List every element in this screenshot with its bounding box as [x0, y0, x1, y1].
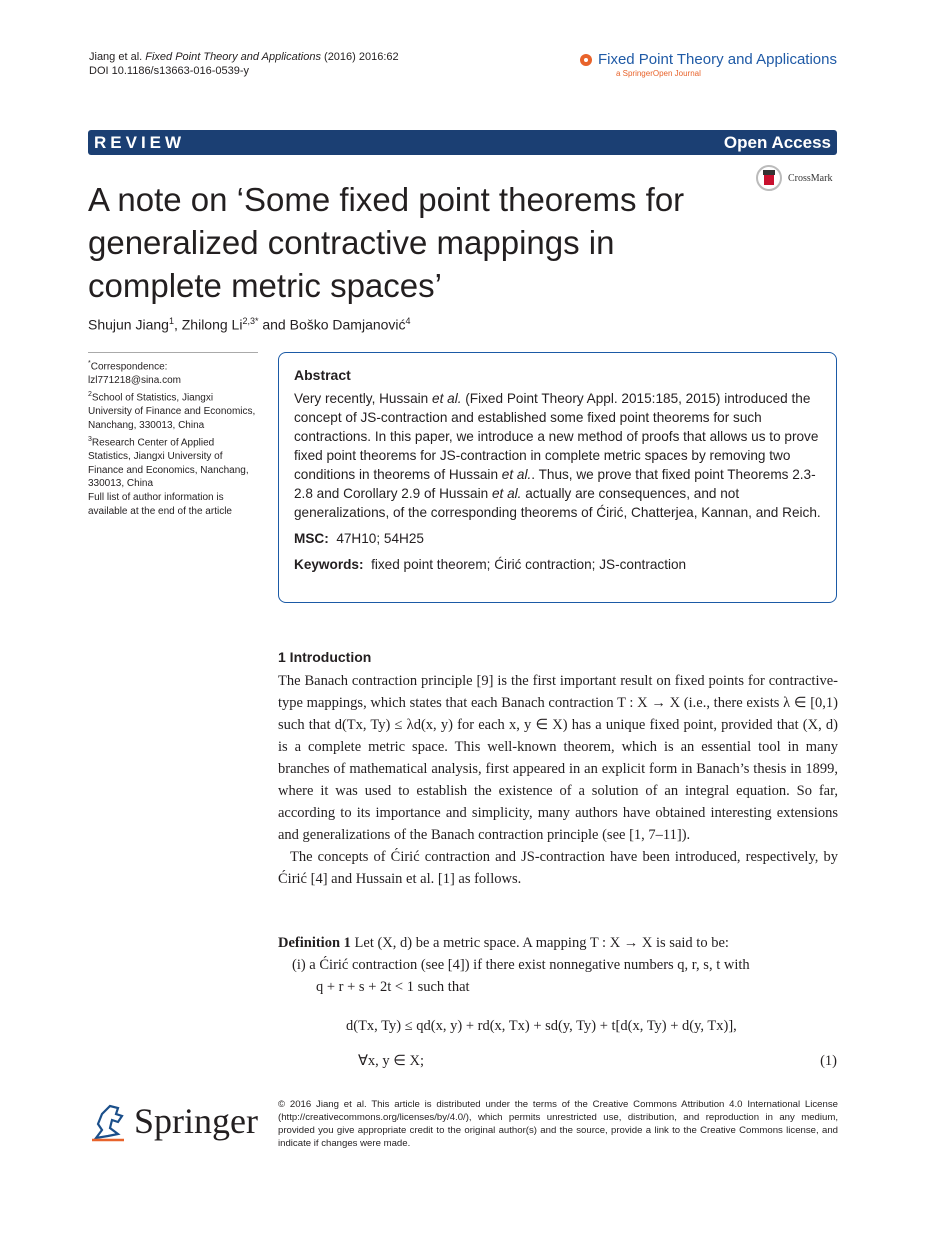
- author-name[interactable]: Zhilong Li: [181, 316, 243, 333]
- equation-line: ∀x, y ∈ X;: [358, 1053, 425, 1069]
- author-affiliation-mark: 1: [168, 316, 174, 326]
- header-volume: (2016) 2016:62: [324, 51, 399, 63]
- springer-wordmark: Springer: [134, 1101, 258, 1141]
- journal-logo[interactable]: [598, 51, 837, 79]
- author-info-note: Full list of author information is available at the end of the article: [88, 492, 232, 517]
- crossmark-badge[interactable]: [756, 165, 836, 193]
- affiliation-2: School of Statistics, Jiangxi University of Finance and Economics, Nanchang, 330013, China: [88, 392, 256, 431]
- springer-logo[interactable]: [88, 1098, 258, 1146]
- author-list: [88, 316, 411, 333]
- definition-label: Definition 1: [278, 935, 351, 951]
- abstract-box: [278, 352, 837, 603]
- author-name[interactable]: Shujun Jiang: [88, 316, 169, 333]
- correspondence-email[interactable]: lzl771218@sina.com: [88, 375, 181, 387]
- author-name[interactable]: Boško Damjanović: [289, 316, 406, 333]
- springeropen-icon: [580, 54, 592, 66]
- definition: [278, 932, 838, 998]
- correspondence-label: Correspondence:: [90, 361, 168, 373]
- open-access-label: Open Access: [723, 132, 831, 152]
- body-text: [278, 670, 838, 890]
- definition-item-continuation: q + r + s + 2t < 1 such that: [316, 979, 470, 995]
- header-journal: Fixed Point Theory and Applications: [145, 51, 321, 63]
- author-separator: ,: [173, 316, 182, 333]
- crossmark-icon: [756, 165, 782, 191]
- affiliations-sidebar: *Correspondence: lzl771218@sina.com $^2$School of Statistics, Jiangxi University of Finance and Economics, Nanchang, 330013, China $^3$Research Center of Applied Statistics, Jiangxi University of Finance and Economics, Nanchang, 330013, China Full list of author information is available at the end of the article: [88, 352, 258, 519]
- section-heading: 1 Introduction: [278, 649, 372, 665]
- keywords: Keywords: fixed point theorem; Ćirić contraction; JS-contraction: [294, 557, 687, 572]
- article-title: A note on ‘Some fixed point theorems for generalized contractive mappings in complete metric spaces’: [88, 181, 685, 304]
- journal-subtitle: a SpringerOpen Journal: [615, 69, 701, 78]
- equation-line: d(Tx, Ty) ≤ qd(x, y) + rd(x, Tx) + sd(y, Ty) + t[d(x, Ty) + d(y, Tx)],: [346, 1018, 737, 1034]
- msc-codes: MSC: 47H10; 54H25: [294, 531, 424, 546]
- affiliation-3: Research Center of Applied Statistics, Jiangxi University of Finance and Economics, Nanchang, 330013, China: [88, 436, 249, 490]
- article-type-band: [88, 130, 837, 155]
- springer-horse-icon: [88, 1100, 128, 1142]
- abstract-text: Very recently, Hussain et al. (Fixed Point Theory Appl. 2015:185, 2015) introduced the concept of JS-contraction and established some fixed point theorems for such contractions. In this paper, we introduce a new method of proofs that allows us to prove fixed point theorems for JS-contraction in complete metric spaces by removing two conditions in theorems of Hussain et al.. Thus, we prove that fixed point Theorems 2.3-2.8 and Corollary 2.9 of Hussain et al. actually are consequences, and not generalizations, of the corresponding theorems of Ćirić, Chatterjea, Kannan, and Reich.: [294, 391, 821, 520]
- doi[interactable]: DOI 10.1186/s13663-016-0539-y: [89, 65, 250, 77]
- abstract-heading: Abstract: [294, 367, 351, 383]
- equation-number: (1): [820, 1053, 837, 1069]
- paragraph: The concepts of Ćirić contraction and JS-contraction have been introduced, respectively, by Ćirić [4] and Hussain et al. [1] as follows.: [278, 849, 838, 887]
- running-header: [89, 50, 399, 78]
- header-authors: Jiang et al.: [89, 51, 143, 63]
- journal-name: Fixed Point Theory and Applications: [597, 51, 837, 68]
- license-text: © 2016 Jiang et al. This article is distributed under the terms of the Creative Commons Attribution 4.0 International License (http://creativecommons.org/licenses/by/4.0/), which permits unrestricted use, distribution, and reproduction in any medium, provided you give appropriate credit to the original author(s) and the source, provide a link to the Creative Commons license, and indicate if changes were made.: [278, 1099, 838, 1149]
- article-type: REVIEW: [94, 132, 186, 152]
- author-affiliation-mark: 2,3*: [242, 316, 259, 326]
- author-separator: and: [258, 316, 290, 333]
- author-affiliation-mark: 4: [405, 316, 411, 326]
- paragraph: The Banach contraction principle [9] is the first important result on fixed points for contractive-type mappings, which states that each Banach contraction T : X → X (i.e., there exists λ ∈ [0,1) such that d(Tx, Ty) ≤ λd(x, y) for each x, y ∈ X) has a unique fixed point, provided that (X, d) is a complete metric space. This well-known theorem, which is an essential tool in many branches of mathematical analysis, first appeared in an explicit form in Banach’s thesis in 1899, where it was used to establish the existence of a solution of an integral equation. So far, according to its importance and simplicity, many authors have obtained interesting extensions and generalizations of the Banach contraction principle (see [1, 7–11]).: [278, 673, 838, 843]
- definition-text: Let (X, d) be a metric space. A mapping T : X → X is said to be:: [350, 935, 729, 951]
- definition-item: (i) a Ćirić contraction (see [4]) if there exist nonnegative numbers q, r, s, t with: [292, 957, 750, 973]
- crossmark-label: CrossMark: [788, 173, 833, 184]
